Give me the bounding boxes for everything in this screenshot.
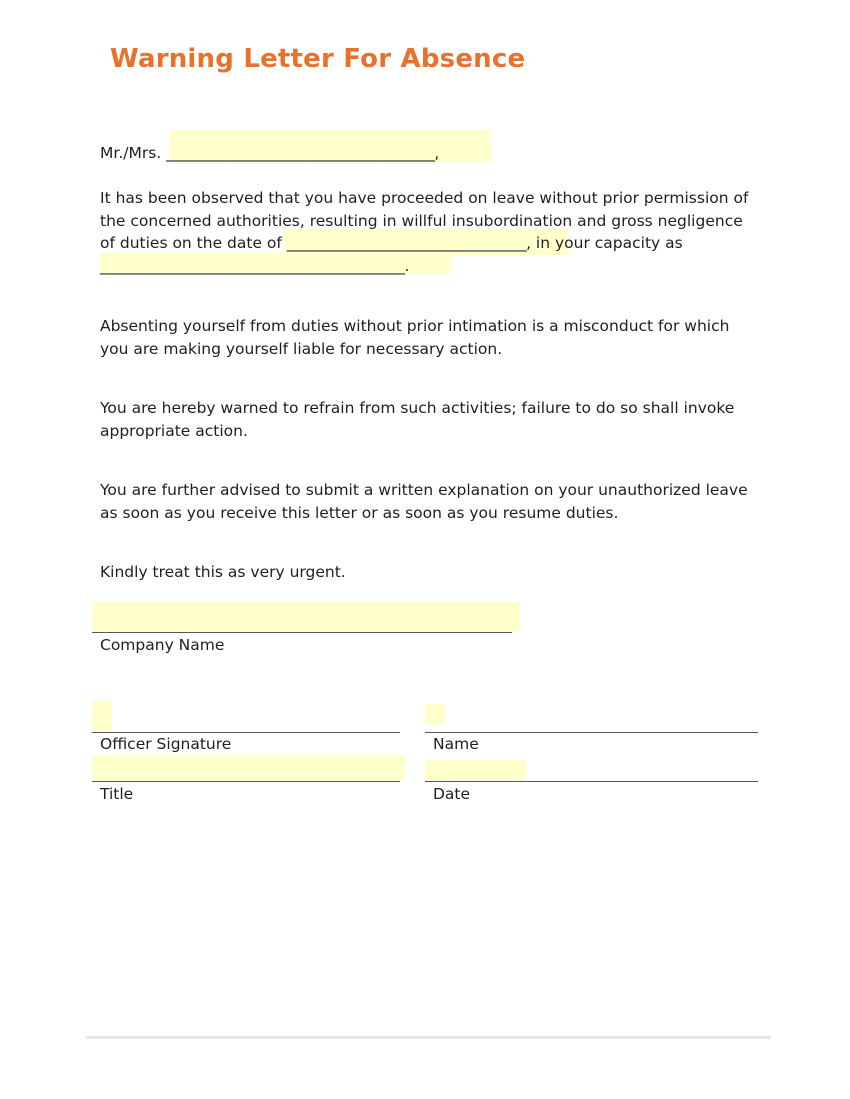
salutation-prefix: Mr./Mrs. (100, 144, 162, 162)
paragraph-1-line-4-suffix: . (404, 257, 410, 276)
name-label: Name (433, 735, 479, 753)
name-underline (425, 732, 758, 733)
paragraph-1-line-1: It has been observed that you have proceeded on leave without prior permission of (100, 189, 749, 207)
officer-signature-label: Officer Signature (100, 735, 232, 753)
paragraph-4-line-2: as soon as you receive this letter or as soon as you resume duties. (100, 503, 619, 522)
officer-signature-underline (92, 732, 400, 733)
company-name-underline (92, 632, 512, 633)
paragraph-1-line-3-prefix: of duties on the date of (100, 234, 282, 253)
officer-signature-field[interactable] (92, 701, 112, 731)
paragraph-1-line-3-suffix: , in your capacity as (526, 234, 683, 253)
title-label: Title (100, 785, 134, 803)
footer-divider (86, 1036, 771, 1039)
paragraph-2 (100, 315, 729, 360)
capacity-blank: __________________________________________ (100, 257, 405, 276)
title-field[interactable] (92, 755, 405, 781)
title-underline (92, 781, 400, 782)
recipient-name-blank: _____________________________________ (166, 144, 435, 162)
paragraph-4 (100, 479, 748, 524)
paragraph-1 (100, 187, 748, 278)
salutation-line (100, 142, 439, 165)
absence-date-blank: _________________________________ (286, 234, 527, 253)
company-name-field[interactable] (92, 602, 520, 632)
paragraph-3-line-2: appropriate action. (100, 421, 248, 440)
name-field[interactable] (425, 704, 445, 724)
paragraph-4-line-1: You are further advised to submit a written explanation on your unauthorized leave (100, 481, 748, 499)
date-underline (425, 781, 758, 782)
paragraph-1-line-4 (100, 255, 748, 278)
salutation-suffix: , (434, 144, 440, 162)
page-title: Warning Letter For Absence (110, 44, 526, 74)
paragraph-3 (100, 397, 734, 442)
paragraph-2-line-2: you are making yourself liable for necessary action. (100, 339, 503, 358)
date-field[interactable] (425, 760, 526, 780)
date-label: Date (433, 785, 471, 803)
company-name-label: Company Name (100, 636, 225, 654)
paragraph-1-line-3 (100, 232, 748, 255)
paragraph-1-line-2: the concerned authorities, resulting in willful insubordination and gross negligence (100, 211, 743, 230)
paragraph-3-line-1: You are hereby warned to refrain from such activities; failure to do so shall invoke (100, 399, 735, 417)
closing-line: Kindly treat this as very urgent. (100, 563, 346, 581)
paragraph-2-line-1: Absenting yourself from duties without prior intimation is a misconduct for which (100, 317, 730, 335)
